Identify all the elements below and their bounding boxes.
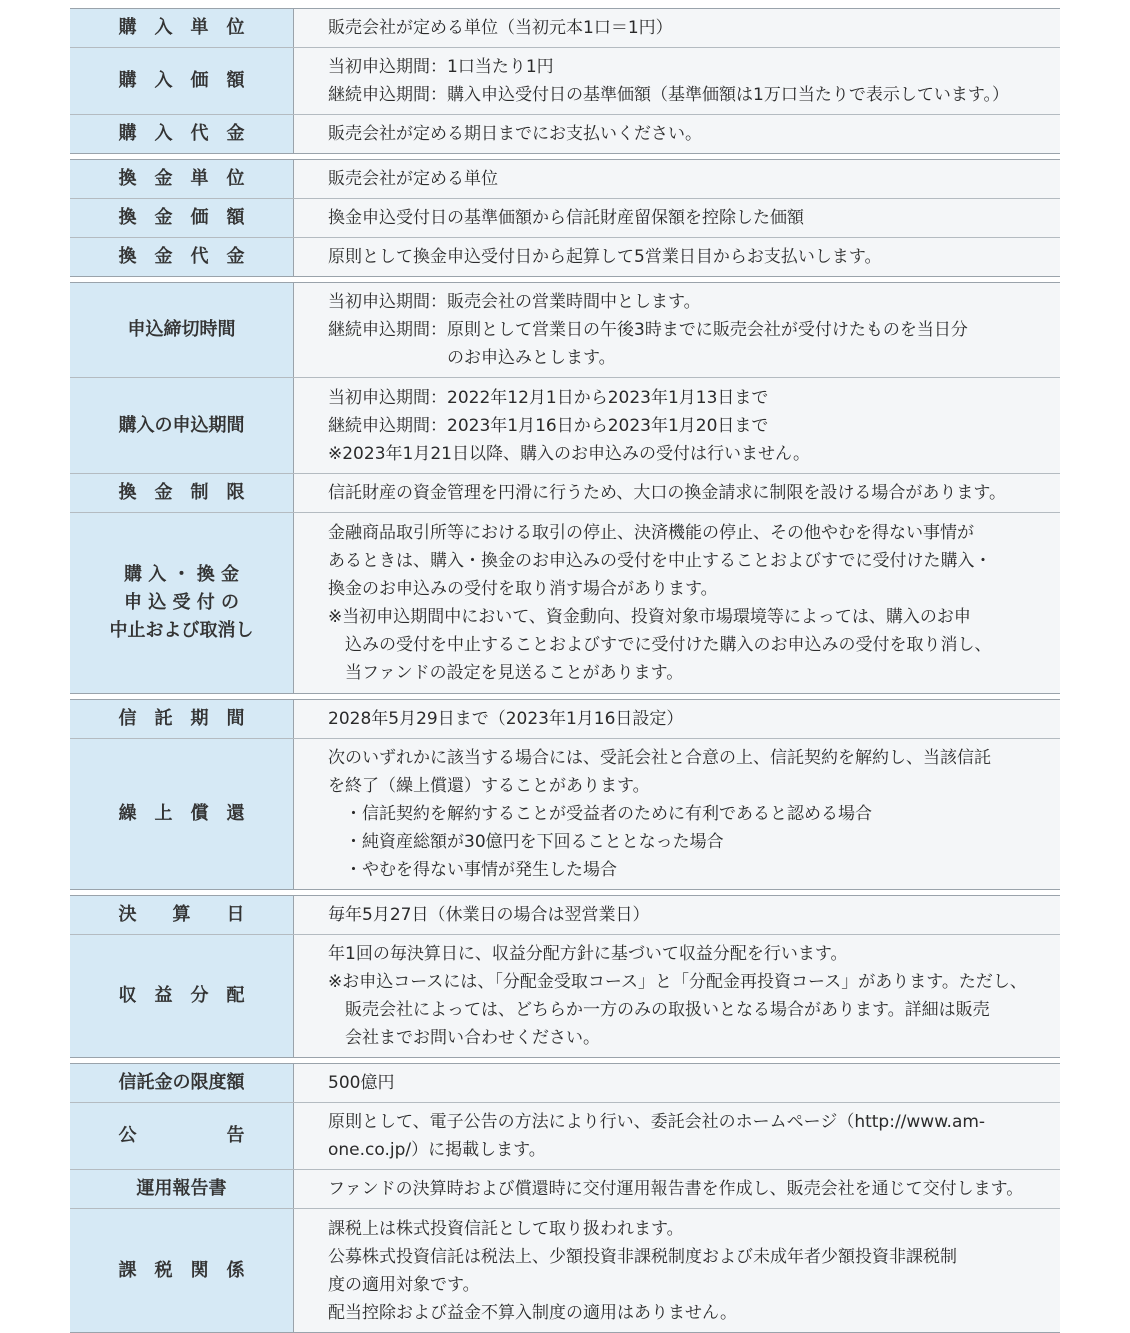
row-value-line: 毎年5月27日（休業日の場合は翌営業日） bbox=[328, 905, 650, 925]
row-label-line: 決 算 日 bbox=[118, 904, 245, 925]
row-label-text bbox=[119, 800, 245, 828]
row-value-line: を終了（繰上償還）することがあります。 bbox=[328, 776, 650, 796]
row-label-text bbox=[119, 1122, 245, 1150]
table-row bbox=[70, 1064, 1060, 1102]
table-row bbox=[70, 237, 1060, 276]
row-label-text bbox=[119, 479, 245, 507]
row-value-line: 販売会社が定める期日までにお支払いください。 bbox=[328, 124, 702, 144]
row-label-text bbox=[119, 204, 245, 232]
row-value-line: 換金のお申込みの受付を取り消す場合があります。 bbox=[328, 579, 718, 599]
row-value bbox=[294, 896, 1060, 934]
table-row bbox=[70, 738, 1060, 889]
table-row bbox=[70, 473, 1060, 512]
row-value bbox=[294, 378, 1060, 473]
row-value-line: 当初申込期間：販売会社の営業時間中とします。 bbox=[328, 292, 701, 312]
row-label-text bbox=[119, 165, 245, 193]
table-group bbox=[70, 699, 1060, 890]
row-value bbox=[294, 513, 1060, 693]
row-value-line: 継続申込期間：2023年1月16日から2023年1月20日まで bbox=[328, 415, 769, 436]
row-label bbox=[70, 700, 294, 738]
row-value-line: 換金申込受付日の基準価額から信託財産留保額を控除した価額 bbox=[328, 208, 804, 228]
row-value-line: 継続申込期間：購入申込受付日の基準価額（基準価額は1万口当たりで表示しています。） bbox=[328, 85, 1009, 105]
row-value-line: 継続申込期間：原則として営業日の午後3時までに販売会社が受付けたものを当日分 bbox=[328, 320, 968, 340]
table-row bbox=[70, 283, 1060, 377]
row-value-line: 課税上は株式投資信託として取り扱われます。 bbox=[328, 1218, 684, 1239]
row-label-text bbox=[119, 412, 245, 440]
table-row bbox=[70, 47, 1060, 114]
table-row bbox=[70, 1208, 1060, 1332]
row-label bbox=[70, 199, 294, 237]
row-value bbox=[294, 935, 1060, 1057]
row-value bbox=[294, 48, 1060, 114]
row-value-line: あるときは、購入・換金のお申込みの受付を中止することおよびすでに受付けた購入・ bbox=[328, 551, 992, 571]
row-label-text bbox=[119, 705, 245, 733]
row-label-line: 信 託 期 間 bbox=[118, 708, 245, 729]
row-value-line: 度の適用対象です。 bbox=[328, 1274, 480, 1295]
row-label-line: 購 入 価 額 bbox=[118, 70, 245, 91]
row-label bbox=[70, 1103, 294, 1169]
row-label bbox=[70, 48, 294, 114]
row-value-line: 当初申込期間：2022年12月1日から2023年1月13日まで bbox=[328, 387, 769, 408]
row-value-line: 会社までお問い合わせください。 bbox=[328, 1028, 600, 1048]
row-label-text bbox=[110, 561, 254, 645]
row-label-text bbox=[119, 120, 245, 148]
table-row bbox=[70, 9, 1060, 47]
row-label-line: 信託金の限度額 bbox=[118, 1072, 245, 1093]
table-row bbox=[70, 114, 1060, 153]
row-label-line: 換 金 代 金 bbox=[118, 246, 245, 267]
table-row bbox=[70, 1169, 1060, 1208]
table-row bbox=[70, 700, 1060, 738]
row-value bbox=[294, 9, 1060, 47]
row-label-line: 購 入 単 位 bbox=[118, 17, 245, 38]
row-label-line: 申込締切時間 bbox=[127, 319, 236, 340]
row-value-line: 次のいずれかに該当する場合には、受託会社と合意の上、信託契約を解約し、当該信託 bbox=[328, 748, 991, 768]
row-label bbox=[70, 513, 294, 693]
row-value-line: 公募株式投資信託は税法上、少額投資非課税制度および未成年者少額投資非課税制 bbox=[328, 1246, 957, 1267]
table-row bbox=[70, 1102, 1060, 1169]
row-label-line: 換 金 価 額 bbox=[118, 207, 245, 228]
row-label-text bbox=[119, 14, 245, 42]
table-group bbox=[70, 8, 1060, 154]
row-label-line: 購入の申込期間 bbox=[118, 414, 245, 436]
row-label-line: 換 金 単 位 bbox=[118, 168, 245, 189]
row-value-line: 2028年5月29日まで（2023年1月16日設定） bbox=[328, 709, 684, 729]
row-value-line: 年1回の毎決算日に、収益分配方針に基づいて収益分配を行います。 bbox=[328, 944, 848, 964]
row-label-text bbox=[128, 316, 236, 344]
row-label bbox=[70, 238, 294, 276]
row-label-line: 購 入 ・ 換 金 bbox=[123, 564, 240, 585]
table-row bbox=[70, 377, 1060, 473]
row-value bbox=[294, 700, 1060, 738]
row-label-line: 購 入 代 金 bbox=[118, 123, 245, 144]
row-value-line: 当ファンドの設定を見送ることがあります。 bbox=[328, 663, 684, 683]
row-value-line: ・純資産総額が30億円を下回ることとなった場合 bbox=[328, 832, 724, 852]
row-label-text bbox=[119, 982, 245, 1010]
row-value-line: ・やむを得ない事情が発生した場合 bbox=[328, 860, 617, 880]
row-label-line: 課 税 関 係 bbox=[118, 1259, 245, 1281]
row-label bbox=[70, 9, 294, 47]
row-label bbox=[70, 1209, 294, 1332]
row-value-line: 当初申込期間：1口当たり1円 bbox=[328, 57, 554, 77]
table-row bbox=[70, 934, 1060, 1057]
row-value-line: 原則として、電子公告の方法により行い、委託会社のホームページ（http://www.am- bbox=[328, 1112, 986, 1132]
table-row bbox=[70, 896, 1060, 934]
row-label bbox=[70, 115, 294, 153]
table-group bbox=[70, 282, 1060, 694]
row-value bbox=[294, 199, 1060, 237]
row-value-line: one.co.jp/）に掲載します。 bbox=[328, 1140, 546, 1160]
row-label-line: 換 金 制 限 bbox=[118, 482, 245, 503]
row-label bbox=[70, 283, 294, 377]
row-value bbox=[294, 1170, 1060, 1208]
fund-terms-table bbox=[70, 8, 1060, 1333]
row-value bbox=[294, 474, 1060, 512]
row-label bbox=[70, 739, 294, 889]
row-value-line: 原則として換金申込受付日から起算して5営業日目からお支払いします。 bbox=[328, 247, 882, 267]
table-row bbox=[70, 198, 1060, 237]
row-value bbox=[294, 283, 1060, 377]
row-value-line: 金融商品取引所等における取引の停止、決済機能の停止、その他やむを得ない事情が bbox=[328, 523, 974, 543]
row-value bbox=[294, 739, 1060, 889]
row-label-line: 収 益 分 配 bbox=[118, 985, 245, 1006]
row-value-line: ※当初申込期間中において、資金動向、投資対象市場環境等によっては、購入のお申 bbox=[328, 607, 971, 627]
table-group bbox=[70, 895, 1060, 1058]
row-label bbox=[70, 1170, 294, 1208]
row-value-line: ※お申込コースには、「分配金受取コース」と「分配金再投資コース」があります。ただし、 bbox=[328, 972, 1027, 992]
row-label bbox=[70, 160, 294, 198]
row-label-text bbox=[119, 901, 245, 929]
row-value-line: 500億円 bbox=[328, 1073, 395, 1093]
row-value-line: 込みの受付を中止することおよびすでに受付けた購入のお申込みの受付を取り消し、 bbox=[328, 635, 992, 655]
table-group bbox=[70, 159, 1060, 277]
row-value-line: 販売会社が定める単位（当初元本1口＝1円） bbox=[328, 18, 673, 38]
row-value-line: 販売会社が定める単位 bbox=[328, 169, 498, 189]
row-label-line: 申 込 受 付 の bbox=[123, 592, 240, 613]
row-label bbox=[70, 378, 294, 473]
row-value bbox=[294, 160, 1060, 198]
table-row bbox=[70, 160, 1060, 198]
row-label-text bbox=[119, 1069, 245, 1097]
row-label bbox=[70, 474, 294, 512]
row-value bbox=[294, 1064, 1060, 1102]
row-value-line: 配当控除および益金不算入制度の適用はありません。 bbox=[328, 1302, 738, 1323]
row-label-line: 中止および取消し bbox=[109, 620, 254, 641]
row-value bbox=[294, 1103, 1060, 1169]
row-label-line: 繰 上 償 還 bbox=[118, 803, 245, 824]
row-label bbox=[70, 896, 294, 934]
row-label-text bbox=[119, 243, 245, 271]
row-value-line: 販売会社によっては、どちらか一方のみの取扱いとなる場合があります。詳細は販売 bbox=[328, 1000, 990, 1020]
row-value bbox=[294, 115, 1060, 153]
row-label bbox=[70, 935, 294, 1057]
table-group bbox=[70, 1063, 1060, 1333]
table-row bbox=[70, 512, 1060, 693]
row-value-line: ファンドの決算時および償還時に交付運用報告書を作成し、販売会社を通じて交付します。 bbox=[328, 1179, 1024, 1199]
row-label-line: 公 告 bbox=[118, 1125, 245, 1146]
row-value-line: ※2023年1月21日以降、購入のお申込みの受付は行いません。 bbox=[328, 443, 810, 464]
row-label-text bbox=[119, 67, 245, 95]
row-label-line: 運用報告書 bbox=[136, 1178, 227, 1199]
row-value-line: 信託財産の資金管理を円滑に行うため、大口の換金請求に制限を設ける場合があります。 bbox=[328, 483, 1006, 503]
row-value-line: ・信託契約を解約することが受益者のために有利であると認める場合 bbox=[328, 804, 872, 824]
row-value bbox=[294, 1209, 1060, 1332]
row-label-text bbox=[119, 1257, 245, 1285]
row-label bbox=[70, 1064, 294, 1102]
row-label-text bbox=[137, 1175, 227, 1203]
row-value-line: のお申込みとします。 bbox=[328, 348, 616, 368]
row-value bbox=[294, 238, 1060, 276]
